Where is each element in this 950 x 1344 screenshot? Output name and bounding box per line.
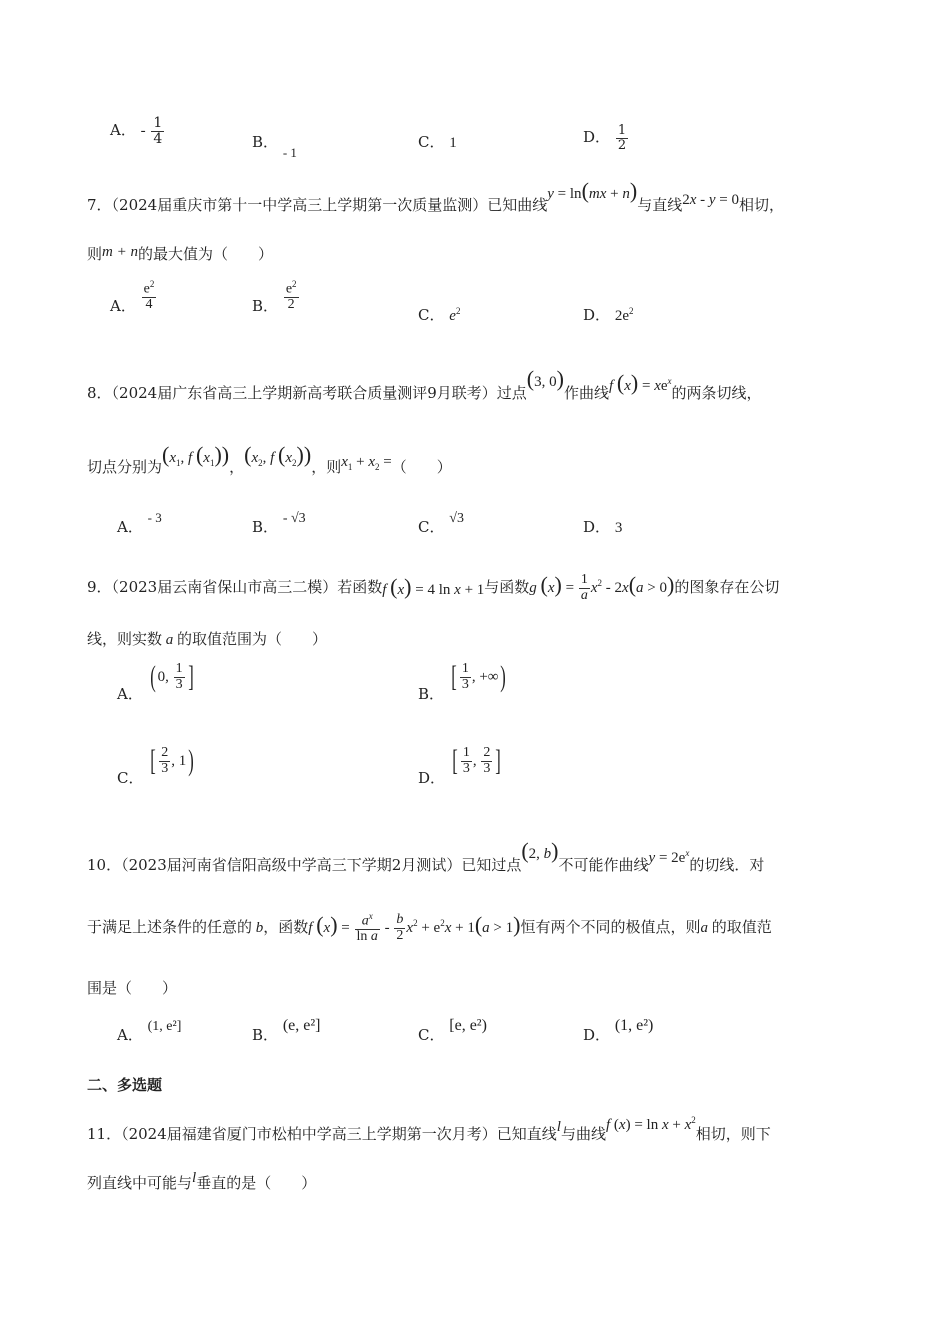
q8-tangent-point-2: ($x_2$, f $(x_2)$)	[244, 442, 312, 468]
q9-function-g: g (x) = $\frac{1}{a}$ $x^2 - 2x(a > 0)$	[529, 572, 675, 604]
q8-option-c[interactable]: C． √3	[418, 511, 464, 536]
q9-line-2: 线，则实数 a 的取值范围为（ ）	[87, 630, 328, 648]
q10-line-2: 于满足上述条件的任意的 b，函数f (x) = $\frac{a^x}{\text{ln a}}$ - $\frac{b}{2}$ $x^2 + e^2x + 1(a > 1)$恒有两个不同的极值点，则a 的取值范	[87, 911, 772, 945]
q6-option-c[interactable]: C． 1	[418, 133, 457, 151]
q10-option-b[interactable]: B． (e, e²]	[252, 1017, 321, 1044]
q10-option-d[interactable]: D． (1, e²)	[583, 1017, 654, 1044]
q7-option-c[interactable]: C． $e^2$	[418, 306, 461, 324]
q8-tangent-point-1: ($x_1$, f $(x_1)$)	[162, 442, 230, 468]
fraction: $\frac{1}{4}$	[153, 115, 163, 147]
q8-sum: $x_1 + x_2$ =	[341, 454, 392, 472]
interval: [ $\frac{1}{3}$ , $\frac{2}{3}$ ]	[452, 744, 502, 778]
q10-line-1: 10．（2023届河南省信阳高级中学高三下学期2月测试）已知过点(2, b)不可能作曲线$y = 2e^x$的切线．对	[87, 838, 765, 874]
q8-line-1: 8．（2024届广东省高三上学期新高考联合质量测评9月联考）过点(3, 0)作曲线f $(x) = xe^x$的两条切线，	[87, 366, 762, 402]
q8-option-a[interactable]: A． - 3	[117, 510, 162, 536]
q8-line-2: 切点分别为($x_1$, f $(x_1)$)，($x_2$, f $(x_2)$)，则$x_1 + x_2$ =（ ）	[87, 442, 452, 476]
q7-m-plus-n: m + n	[102, 244, 138, 260]
q9-function-f: f (x) = 4 ln x + 1	[382, 574, 485, 599]
q7-option-a[interactable]: A． $\frac{e^2}{4}$	[110, 279, 155, 315]
q9-option-d[interactable]: D． [ $\frac{1}{3}$ , $\frac{2}{3}$ ]	[418, 746, 503, 776]
q9-line-1: 9．（2023届云南省保山市高三二模）若函数f (x) = 4 ln x + 1与函数g (x) = $\frac{1}{a}$ $x^2 - 2x(a > 0)$的图象存在公切	[87, 572, 780, 604]
interval: [ $\frac{2}{3}$ , 1)	[150, 744, 195, 778]
interval: ( 0, $\frac{1}{3}$ ]	[149, 660, 194, 694]
q9-var-a: a	[162, 632, 178, 648]
q11-line-l-ref: l	[192, 1170, 197, 1186]
q8-option-d[interactable]: D． 3	[583, 518, 623, 536]
q10-point: (2, b)	[521, 838, 559, 863]
q7-curve-formula: y = ln(mx + n)	[547, 178, 638, 203]
q9-option-b[interactable]: B． [ $\frac{1}{3}$ , +∞)	[418, 662, 508, 692]
q7-option-b[interactable]: B． $\frac{e^2}{2}$	[252, 279, 297, 315]
q11-line-1: 11．（2024届福建省厦门市松柏中学高三上学期第一次月考）已知直线l与曲线f $(x) = \ln x + x^2$相切，则下	[87, 1115, 771, 1143]
q8-option-b[interactable]: B． - √3	[252, 511, 306, 536]
q9-option-c[interactable]: C． [ $\frac{2}{3}$ , 1)	[117, 746, 196, 776]
section-heading: 二、多选题	[87, 1076, 163, 1094]
fraction: $\frac{e^2}{2}$	[285, 279, 297, 313]
interval: [ $\frac{1}{3}$ , +∞)	[451, 660, 507, 694]
q11-line-l: l	[556, 1119, 561, 1135]
q10-function: f (x) = $\frac{a^x}{\text{ln a}}$ - $\frac{b}{2}$ $x^2 + e^2x + 1(a > 1)$	[308, 911, 521, 945]
q7-option-d[interactable]: D． $2e^2$	[583, 306, 634, 324]
q11-line-2: 列直线中可能与l垂直的是（ ）	[87, 1170, 317, 1192]
q6-option-b[interactable]: B． - 1	[252, 133, 297, 160]
q10-line-3: 围是（ ）	[87, 979, 178, 997]
q6-option-a[interactable]: A． - $\frac{1}{4}$	[110, 115, 163, 147]
q8-function: f $(x) = xe^x$	[608, 370, 672, 395]
q7-line-2: 则m + n的最大值为（ ）	[87, 244, 273, 263]
fraction: $\frac{e^2}{4}$	[143, 279, 155, 313]
q10-var-b: b	[252, 920, 264, 936]
q9-option-a[interactable]: A． ( 0, $\frac{1}{3}$ ]	[117, 662, 196, 692]
q10-option-c[interactable]: C． [e, e²)	[418, 1017, 487, 1044]
q11-function: f $(x) = \ln x + x^2$	[605, 1115, 696, 1133]
q7-line-formula: 2x - y = 0	[682, 192, 740, 208]
q7-line-1: 7．（2024届重庆市第十一中学高三上学期第一次质量监测）已知曲线y = ln(mx + n)与直线2x - y = 0相切，	[87, 178, 785, 214]
q8-point: (3, 0)	[526, 366, 564, 391]
fraction: $\frac{1}{2}$	[617, 123, 627, 153]
q10-option-a[interactable]: A． (1, e²]	[117, 1019, 182, 1044]
q10-var-a: a	[700, 920, 712, 936]
q10-curve: $y = 2e^x$	[648, 848, 690, 866]
q6-option-d[interactable]: D． $\frac{1}{2}$	[583, 123, 627, 153]
